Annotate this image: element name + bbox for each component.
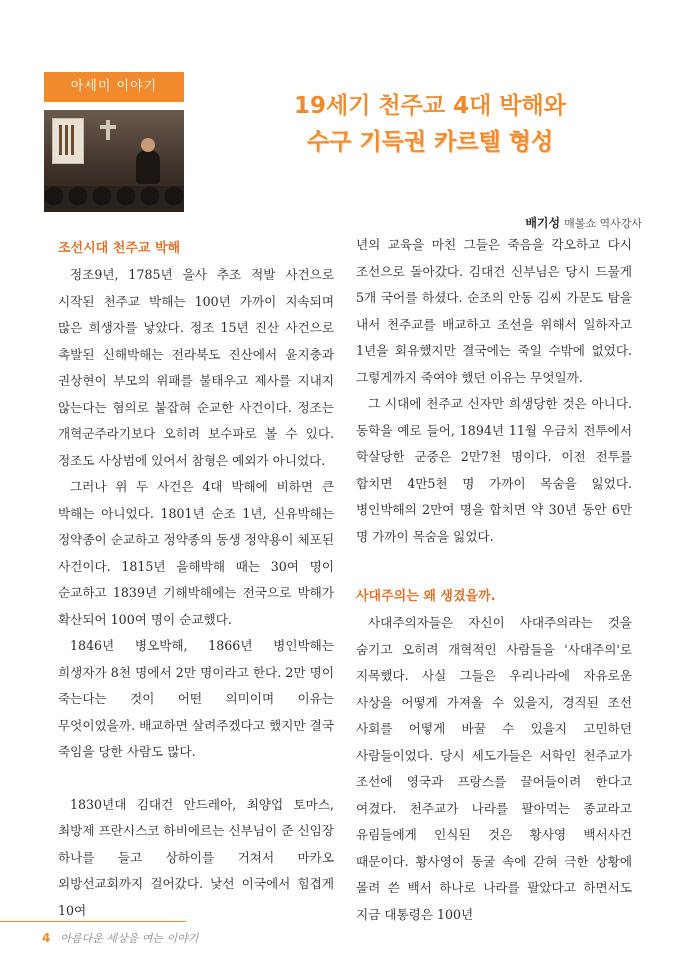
cross-icon bbox=[106, 120, 110, 140]
byline bbox=[525, 214, 642, 231]
paragraph: 사대주의자들은 자신이 사대주의라는 것을 숨기고 오히려 개혁적인 사람들을 '사대주의'로 지목했다. 사실 그들은 우리나라에 자유로운 사상을 어떻게 가져올 수 있을지, 경직된 조선 사회를 어떻게 바꿀 수 있을지 고민하던 사람들이었다. 당시 세도가들은 서학인 천주교가 조선에 영국과 프랑스를 끌어들이려 한다고 여겼다. 천주교가 나라를 팔아먹는 종교라고 유림들에게 인식된 것은 황사영 백서사건 때문이다. 황사영이 동굴 속에 갇혀 극한 상황에 몰려 쓴 백서 하나로 나라를 팔았다고 하면서도 지금 대통령은 100년 bbox=[356, 615, 632, 922]
section-heading-sadaejuui: 사대주의는 왜 생겼을까. bbox=[356, 589, 496, 604]
page-number: 4 bbox=[42, 931, 51, 945]
title-line-2: 수구 기득권 카르텔 형성 bbox=[306, 129, 554, 155]
magazine-name: 아름다운 세상을 여는 이야기 bbox=[60, 932, 199, 945]
section-tab: 아세미 이야기 bbox=[44, 72, 184, 102]
author-name: 배기성 bbox=[525, 216, 561, 230]
right-column bbox=[356, 232, 632, 928]
hanging-banner bbox=[52, 118, 84, 164]
title-line-1: 19세기 천주교 4대 박해와 bbox=[294, 93, 566, 119]
footer-rule bbox=[0, 921, 186, 922]
paragraph: 그 시대에 천주교 신자만 희생당한 것은 아니다. 동학을 예로 들어, 1894년 11월 우금치 전투에서 학살당한 군중은 2만7천 명이다. 이전 전투를 합치면 4만5천 명 가까이 목숨을 잃었다. 병인박해의 2만여 명을 합치면 약 30년 동안 6만 명 가까이 목숨을 잃었다. bbox=[356, 396, 632, 544]
paragraph-spacer bbox=[58, 766, 334, 792]
speaker-figure bbox=[136, 150, 160, 184]
paragraph: 그러나 위 두 사건은 4대 박해에 비하면 큰 박해는 아니었다. 1801년 순조 1년, 신유박해는 정약종이 순교하고 정약종의 동생 정약용이 체포된 사건이다. 1815년 을해박해 때는 30여 명이 순교하고 1839년 기해박해에는 전국으로 박해가 확산되어 100여 명이 순교했다. bbox=[58, 479, 334, 627]
paragraph: 정조9년, 1785년 을사 추조 적발 사건으로 시작된 천주교 박해는 100년 가까이 지속되며 많은 희생자를 낳았다. 정조 15년 진산 사건으로 촉발된 신해박해는 전라북도 진산에서 윤지충과 권상현이 부모의 위패를 불태우고 제사를 지내지 않는다는 혐의로 붙잡혀 순교한 사건이다. 정조는 개혁군주라기보다 오히려 보수파로 볼 수 있다. 정조도 사상범에 있어서 참형은 예외가 아니었다. bbox=[58, 267, 334, 468]
article-title bbox=[250, 88, 610, 160]
page-footer bbox=[42, 930, 198, 946]
paragraph: 1846년 병오박해, 1866년 병인박해는 희생자가 8천 명에서 2만 명이라고 한다. 2만 명이 죽는다는 것이 어떤 의미이며 이유는 무엇이었을까. 배교하면 살려주겠다고 했지만 결국 죽임을 당한 사람도 많다. bbox=[58, 638, 334, 759]
paragraph-spacer bbox=[356, 550, 632, 584]
paragraph: 년의 교육을 마친 그들은 죽음을 각오하고 다시 조선으로 돌아갔다. 김대건 신부님은 당시 드물게 5개 국어를 하셨다. 순조의 안동 김씨 가문도 탐을 내서 천주교를 배교하고 조선을 위해서 일하자고 1년을 회유했지만 결국에는 죽일 수밖에 없었다. 그렇게까지 죽여야 했던 이유는 무엇일까. bbox=[356, 237, 632, 385]
author-role: 매볼쇼 역사강사 bbox=[564, 217, 642, 230]
article-photo bbox=[44, 110, 184, 212]
audience bbox=[44, 186, 184, 212]
paragraph: 1830년대 김대건 안드레아, 최양업 토마스, 최방제 프란시스코 하비에르는 신부님이 준 신임장 하나를 들고 상하이를 거쳐서 마카오 외방선교회까지 걸어갔다. 낯선 이국에서 힘겹게 10여 bbox=[58, 796, 334, 918]
section-heading-persecution: 조선시대 천주교 박해 bbox=[58, 241, 181, 256]
left-column bbox=[58, 232, 334, 924]
